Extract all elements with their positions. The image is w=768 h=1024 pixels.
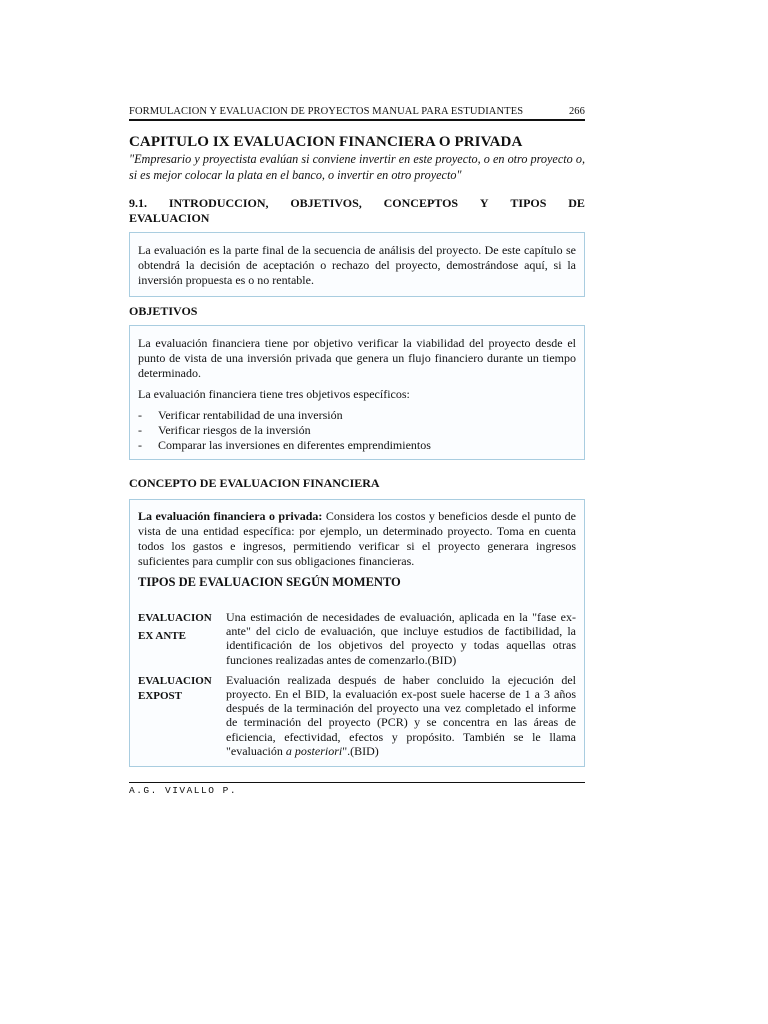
concepto-heading: CONCEPTO DE EVALUACION FINANCIERA: [129, 476, 380, 490]
type-row-expost: [138, 673, 576, 758]
footer-author: A.G. VIVALLO P.: [129, 785, 238, 796]
objetivos-heading: OBJETIVOS: [129, 304, 198, 318]
definition-italic: a posteriori: [285, 743, 343, 758]
heading-word: INTRODUCCION,: [168, 196, 269, 210]
bullet-dash: -: [138, 438, 142, 452]
list-item: [138, 408, 576, 423]
type-term-line: EX ANTE: [138, 630, 186, 642]
concepto-paragraph: [138, 509, 576, 569]
list-item: [138, 438, 576, 453]
heading-word: Y: [479, 196, 489, 210]
type-definition: [226, 673, 576, 758]
type-definition: Una estimación de necesidades de evaluación, aplicada en la "fase ex-ante" del ciclo de evaluación, que incluye estudios de factibilidad, la identificación de los objetivos del proyecto y todas aquellas otras funciones realizadas antes de comenzarlo.(BID): [226, 610, 576, 667]
chapter-epigraph: "Empresario y proyectista evalúan si conviene invertir en este proyecto, o en otro proyecto o, si es mejor colocar la plata en el banco, o invertir en otro proyecto": [129, 152, 585, 182]
chapter-title: CAPITULO IX EVALUACION FINANCIERA O PRIVADA: [129, 134, 523, 150]
list-item-text: Verificar riesgos de la inversión: [158, 423, 311, 437]
definition-text: Evaluación realizada después de haber concluido la ejecución del proyecto. En el BID, la evaluación ex-post suele hacerse de 1 a 3 años después de la terminación del proyecto una vez completado el informe de terminación del proyecto (PCR) y se concentra en las áreas de eficiencia, efectividad, efectos y propósito. También se le llama "evaluación: [226, 672, 576, 758]
bullet-dash: -: [138, 408, 142, 422]
document-page: [129, 106, 585, 767]
intro-box: [129, 232, 585, 297]
list-item-text: Verificar rentabilidad de una inversión: [158, 408, 343, 422]
type-term-line: EVALUACION: [138, 612, 212, 624]
objetivos-paragraph-2: La evaluación financiera tiene tres objetivos específicos:: [138, 387, 410, 401]
concepto-lead-text: Considera los costos y beneficios desde el punto de vista de una entidad específica: por ejemplo, un determinado proyecto. Toma en cuenta todos los gastos e ingresos, permitiendo verificar si el proyecto generara ingresos suficientes para cumplir con sus obligaciones financieras.: [138, 509, 576, 568]
page-number: 266: [568, 106, 585, 117]
tipos-heading: TIPOS DE EVALUACION SEGÚN MOMENTO: [138, 575, 401, 589]
page-footer: [129, 782, 585, 796]
section-heading-line2: EVALUACION: [129, 211, 210, 225]
heading-word: 9.1.: [129, 196, 147, 210]
section-heading-9-1: [129, 196, 585, 226]
type-term: [138, 673, 226, 758]
list-item-text: Comparar las inversiones en diferentes emprendimientos: [158, 438, 431, 452]
type-row-exante: [138, 610, 576, 667]
bullet-dash: -: [138, 423, 142, 437]
heading-word: DE: [568, 196, 585, 210]
section-heading-line1: [129, 196, 585, 211]
objetivos-list: [138, 408, 576, 453]
intro-paragraph: La evaluación es la parte final de la secuencia de análisis del proyecto. De este capítulo se obtendrá la decisión de aceptación o rechazo del proyecto, demostrándose aquí, si la inversión propuesta es o no rentable.: [138, 243, 576, 287]
objetivos-box: [129, 325, 585, 460]
running-header: [129, 106, 585, 121]
concepto-box: [129, 499, 585, 767]
definition-text: ".(BID): [342, 743, 379, 758]
type-term-line: EXPOST: [138, 689, 183, 702]
objetivos-paragraph-1: La evaluación financiera tiene por objetivo verificar la viabilidad del proyecto desde el punto de vista de una inversión privada que genera un flujo financiero durante un tiempo determinado.: [138, 336, 576, 380]
type-term-line: EVALUACION: [138, 674, 212, 687]
concepto-lead-bold: La evaluación financiera o privada:: [138, 509, 323, 523]
heading-word: OBJETIVOS,: [290, 196, 362, 210]
type-term: [138, 610, 226, 667]
list-item: [138, 423, 576, 438]
running-title: FORMULACION Y EVALUACION DE PROYECTOS MANUAL PARA ESTUDIANTES: [129, 106, 524, 117]
heading-word: CONCEPTOS: [383, 196, 459, 210]
heading-word: TIPOS: [510, 196, 547, 210]
